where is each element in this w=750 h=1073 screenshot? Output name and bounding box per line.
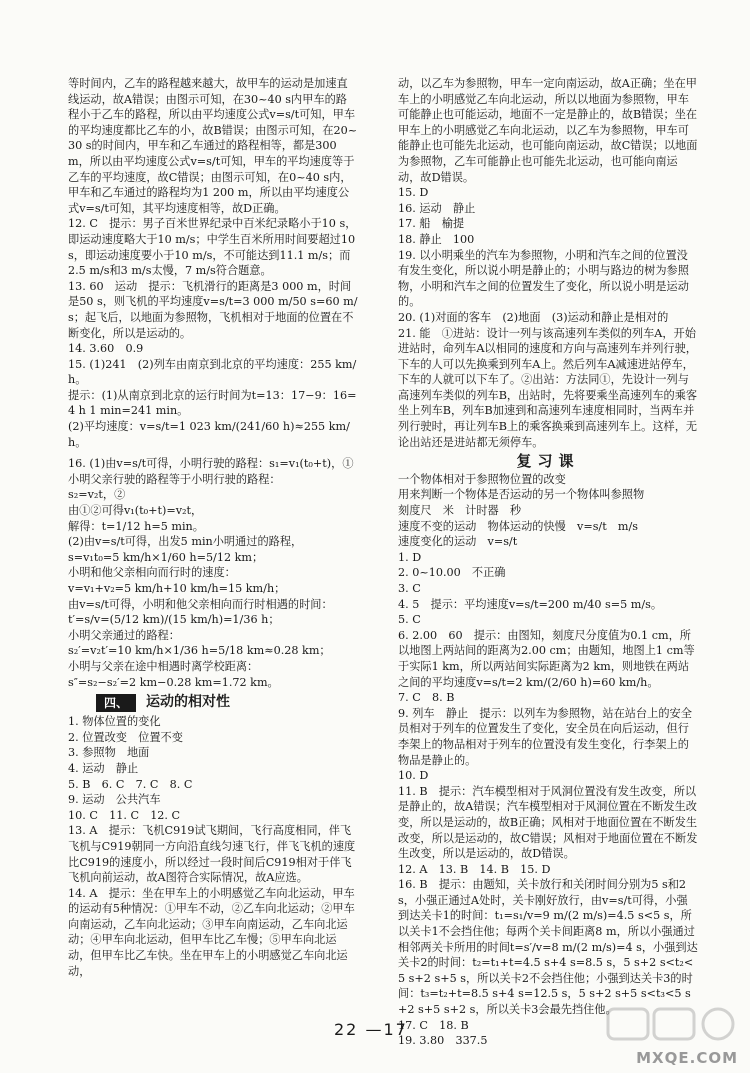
answer-16-line: s″=s₂−s₂′=2 km−0.28 km=1.72 km。 (68, 675, 279, 689)
list-item: 用来判断一个物体是否运动的另一个物体叫参照物 (398, 488, 645, 502)
answer-16-line: 小明和他父亲相向而行时的速度： (68, 566, 236, 580)
watermark-text: MXQE.COM (636, 1049, 738, 1068)
answer-16-line: s₂′=v₂t′=10 km/h×1/36 h=5/18 km≈0.28 km； (68, 644, 331, 658)
list-item: 5. C (398, 613, 421, 627)
list-item: 21. 能 ①进站：设计一列与该高速列车类似的列车A，开始进站时，命列车A以相同的速度和方向与高速列车并列行驶，下车的人可以先换乘到列车A上。然后列车A减速进站停车，下车的人就可以下车了。②出站：方法同①，先设计一列与高速列车类似的列车B，出站时，先将要乘坐高速列车的乘客坐上列车B，列车B加速到和高速列车速度相同时，当两车并列行驶时，再让列车B上的乘客换乘到高速列车上。这样，无论出站还是进站都无须停车。 (398, 326, 698, 449)
left-answers (68, 76, 358, 690)
list-item: 2. 位置改变 位置不变 (68, 730, 183, 744)
section-number-badge: 四、 (96, 694, 136, 712)
answer-16-line: v=v₁+v₂=5 km/h+10 km/h=15 km/h； (68, 582, 286, 595)
list-item: 刻度尺 米 计时器 秒 (398, 504, 522, 518)
answer-14-continued: 动，以乙车为参照物，甲车一定向南运动，故A正确；坐在甲车上的小明感觉乙车向北运动，所以以地面为参照物，甲车可能静止也可能运动，地面不一定是静止的，故B错误；坐在甲车上的小明感觉乙车向北运动，以乙车为参照物，甲车可能静止也可能先北运动，也可能向南运动，故C错误；以地面为参照物，乙车可能静止也可能先北运动，也可能向南运动，故D错误。 (398, 77, 698, 184)
list-item: 17. C 18. B (398, 1018, 469, 1032)
list-item: 16. 运动 静止 (398, 201, 476, 215)
answer-11-continued: 等时间内，乙车的路程越来越大，故甲车的运动是加速直线运动，故A错误；由图示可知，在30~40 s内甲车的路程小于乙车的路程，所以由平均速度公式v=s/t可知，甲车的平均速度都比乙车的小，故B错误；由图示可知，在20~30 s的时间内，甲车和乙车通过的路程相等，都是300 m，所以由平均速度公式v=s/t可知，甲车的平均速度等于乙车的平均速度，故C错误；由图示可知，在0~40 s内，甲车和乙车通过的路程均为1 200 m，所以由平均速度公式v=s/t可知，其平均速度相等，故D正确。 (68, 77, 358, 215)
list-item: 15. D (398, 186, 429, 200)
list-item: 10. D (398, 769, 429, 783)
answer-16-line: 16. (1)由v=s/t可得，小明行驶的路程：s₁=v₁(t₀+t)，① (68, 457, 354, 471)
review-heading: 复习课 (516, 452, 580, 471)
list-item: 3. 参照物 地面 (68, 746, 150, 760)
answer-13: 13. 60 运动 提示：飞机滑行的距离是3 000 m，时间是50 s，则飞机的平均速度v=s/t=3 000 m/50 s=60 m/s；起飞后，以地面为参照物，飞机相对于地面的位置在不断变化，所以是运动的。 (68, 279, 358, 340)
list-item: 7. C 8. B (398, 691, 455, 705)
answer-15: 15. (1)241 (2)列车由南京到北京的平均速度：255 km/h。 (68, 357, 357, 387)
list-item: 9. 运动 公共汽车 (68, 793, 161, 807)
list-item: 4. 运动 静止 (68, 761, 139, 775)
answer-16-line: 解得：t=1/12 h=5 min。 (68, 519, 204, 533)
answer-16-line: s=v₁t₀=5 km/h×1/60 h=5/12 km； (68, 550, 264, 564)
answer-16-line: 小明父亲行驶的路程等于小明行驶的路程： (68, 472, 281, 486)
list-item: 17. 船 榆提 (398, 217, 465, 231)
list-item: 速度不变的运动 物体运动的快慢 v=s/t m/s (398, 519, 639, 533)
section-four-answers (68, 714, 358, 979)
list-item: 9. 列车 静止 提示：以列车为参照物，站在站台上的安全员相对于列车的位置发生了变化，安全员在向后运动，但行李架上的物品相对于列车的位置没有发生变化，行李架上的物品是静止的。 (398, 706, 692, 767)
answer-15-hint-1: 提示：(1)从南京到北京的运行时间为t=13：17−9：16=4 h 1 min=241 min。 (68, 388, 357, 418)
list-item: 20. (1)对面的客车 (2)地面 (3)运动和静止是相对的 (398, 310, 669, 324)
section-heading (96, 694, 358, 712)
list-item: 6. 2.00 60 提示：由图知，刻度尺分度值为0.1 cm，所以地图上两站间的距离为2.00 cm；由题知，地图上1 cm等于实际1 km，所以两站间实际距离为2 km，则地铁在两站之间的平均速度v=s/t=2 km/(2/60 h)=60 km/h。 (398, 628, 695, 689)
list-item: 14. A 提示：坐在甲车上的小明感觉乙车向北运动，甲车的运动有5种情况：①甲车不动，②乙车向北运动；②甲车向南运动，乙车向北运动；③甲车向南运动，乙车向北运动；④甲车向北运动，但甲车比乙车慢；⑤甲车向北运动，但甲车比乙车快。坐在甲车上的小明感觉乙车向北运动， (68, 886, 355, 978)
list-item: 5. B 6. C 7. C 8. C (68, 777, 193, 791)
answer-12: 12. C 提示：男子百米世界纪录中百米纪录略小于10 s，即运动速度略大于10 m/s；中学生百米所用时间要超过10 s，即运动速度要小于10 m/s，不可能达到11.1 m/s；而2.5 m/s和3 m/s太慢，7 m/s符合题意。 (68, 217, 359, 278)
list-item: 11. B 提示：汽车模型相对于风洞位置没有发生改变，所以是静止的，故A错误；汽车模型相对于风洞位置在不断发生改变，所以是运动的，故B正确；风相对于地面位置在不断发生改变，所以是运动的，故C错误；风相对于地面位置在不断发生改变，所以是运动的，故D错误。 (398, 784, 698, 861)
list-item: 2. 0~10.00 不正确 (398, 566, 506, 580)
answer-14: 14. 3.60 0.9 (68, 342, 144, 356)
list-item: 1. D (398, 550, 422, 564)
answer-16-line: 由①②可得v₁(t₀+t)=v₂t， (68, 504, 203, 518)
page-number: 22 —17 (334, 1020, 408, 1039)
section-title: 运动的相对性 (146, 694, 231, 711)
list-item: 12. A 13. B 14. B 15. D (398, 862, 551, 876)
list-item: 13. A 提示：飞机C919试飞期间，飞行高度相同，伴飞飞机与C919朝同一方向沿直线匀速飞行，伴飞飞机的速度比C919的速度小，所以经过一段时间后C919相对于伴飞飞机向前运动，故A图符合实际情况，故A应选。 (68, 824, 356, 885)
answer-16-line: 由v=s/t可得，小明和他父亲相向而行时相遇的时间： (68, 597, 333, 611)
list-item: 16. B 提示：由题知，关卡放行和关闭时间分别为5 s和2 s，小强正通过A处时，关卡刚好放行，由v=s/t可得，小强到达关卡1的时间：t₁=s₁/v=9 m/(2 m/s)=4.5 s<5 s，所以关卡1不会挡住他；每两个关卡间距离8 m，所以小强通过相邻两关卡所用的时间t=s′/v=8 m/(2 m/s)=4 s，小强到达关卡2的时间：t₂=t₁+t=4.5 s+4 s=8.5 s，5 s+2 s<t₂<5 s+2 s+5 s，所以关卡2不会挡住他；小强到达关卡3的时间：t₃=t₂+t=8.5 s+4 s=12.5 s，5 s+2 s+5 s<t₃<5 s+2 s+5 s+2 s，所以关卡3会最先挡住他。 (398, 878, 698, 1017)
list-item: 10. C 11. C 12. C (68, 808, 181, 822)
answer-16-line: t′=s/v=(5/12 km)/(15 km/h)=1/36 h； (68, 613, 280, 627)
list-item: 19. 3.80 337.5 (398, 1034, 488, 1048)
list-item: 一个物体相对于参照物位置的改变 (398, 472, 566, 486)
list-item: 1. 物体位置的变化 (68, 715, 161, 729)
list-item: 4. 5 提示：平均速度v=s/t=200 m/40 s=5 m/s。 (398, 597, 663, 611)
right-column (398, 76, 698, 1049)
answer-16-line: (2)由v=s/t可得，出发5 min小明通过的路程， (68, 535, 303, 549)
list-item: 3. C (398, 582, 421, 595)
answer-15-hint-2: (2)平均速度：v=s/t=1 023 km/(241/60 h)≈255 km/h。 (68, 420, 350, 449)
answer-16-line: 小明与父亲在途中相遇时离学校距离： (68, 659, 259, 673)
right-answers (398, 76, 698, 450)
list-item: 19. 以小明乘坐的汽车为参照物，小明和汽车之间的位置没有发生变化，所以说小明是静止的；小明与路边的树为参照物，小明和汽车之间的位置发生了变化，所以说小明是运动的。 (398, 248, 689, 309)
list-item: 18. 静止 100 (398, 232, 475, 246)
left-column (68, 76, 358, 979)
review-answers (398, 472, 698, 1049)
list-item: 速度变化的运动 v=s/t (398, 535, 518, 549)
answer-16-line: s₂=v₂t，② (68, 488, 126, 502)
answer-16-line: 小明父亲通过的路程： (68, 628, 180, 642)
